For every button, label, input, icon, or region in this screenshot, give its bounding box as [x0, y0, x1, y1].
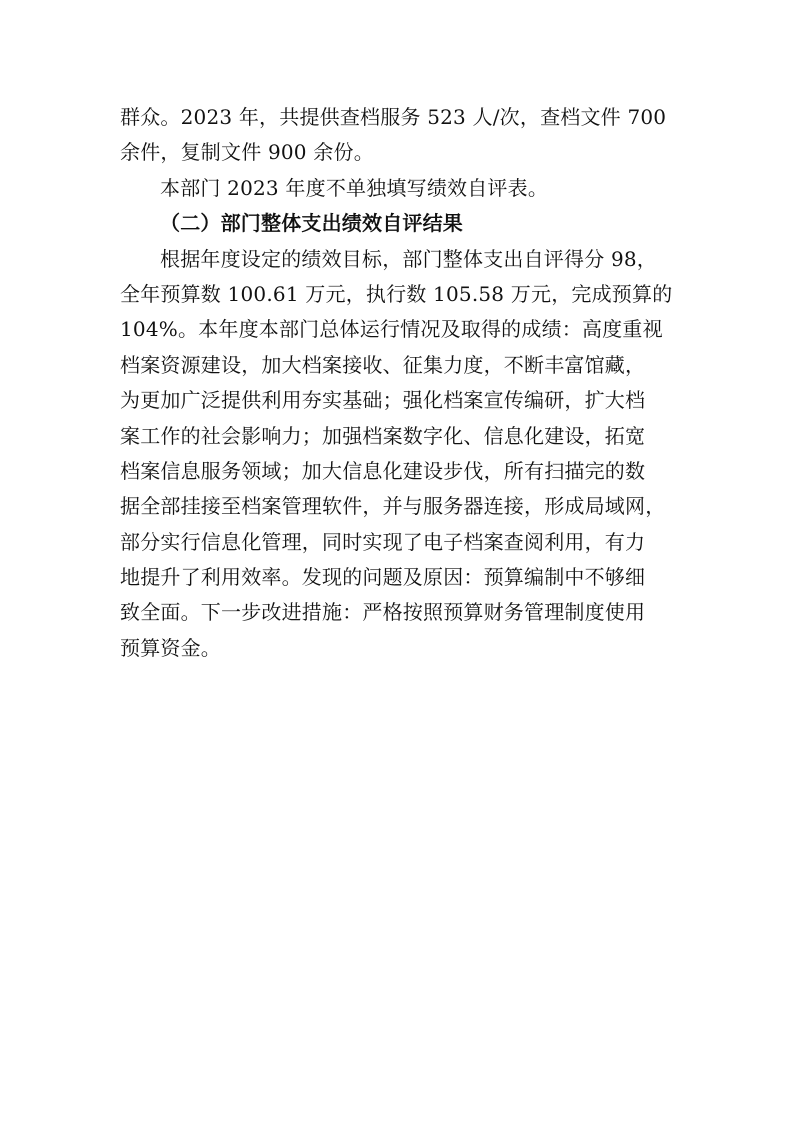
text-line: 104%。本年度本部门总体运行情况及取得的成绩：高度重视	[120, 317, 663, 342]
text-line: 致全面。下一步改进措施：严格按照预算财务管理制度使用	[120, 600, 646, 625]
paragraph-evaluation-results	[120, 242, 680, 667]
text-line: 档案信息服务领域；加大信息化建设步伐，所有扫描完的数	[120, 458, 646, 483]
text-line: 余件，复制文件 900 余份。	[120, 140, 374, 165]
document-body	[120, 100, 680, 666]
text-line: 为更加广泛提供利用夯实基础；强化档案宣传编研，扩大档	[120, 388, 646, 413]
paragraph-service-stats	[120, 100, 680, 171]
text-line: 据全部挂接至档案管理软件，并与服务器连接，形成局域网，	[120, 494, 666, 519]
text-line: 群众。2023 年，共提供查档服务 523 人/次，查档文件 700	[120, 105, 667, 129]
text-line: 根据年度设定的绩效目标，部门整体支出自评得分 98，	[160, 246, 658, 271]
text-line: 地提升了利用效率。发现的问题及原因：预算编制中不够细	[120, 565, 646, 590]
section-heading	[120, 206, 680, 241]
paragraph-self-evaluation-note	[120, 171, 680, 206]
text-line: 本部门 2023 年度不单独填写绩效自评表。	[160, 175, 549, 200]
text-line: 预算资金。	[120, 635, 221, 660]
text-line: 案工作的社会影响力；加强档案数字化、信息化建设，拓宽	[120, 423, 646, 448]
text-line: 档案资源建设，加大档案接收、征集力度，不断丰富馆藏，	[120, 352, 646, 377]
text-line: 全年预算数 100.61 万元，执行数 105.58 万元，完成预算的	[120, 281, 673, 306]
section-heading-text: （二）部门整体支出绩效自评结果	[160, 211, 463, 236]
text-line: 部分实行信息化管理，同时实现了电子档案查阅利用，有力	[120, 529, 646, 554]
